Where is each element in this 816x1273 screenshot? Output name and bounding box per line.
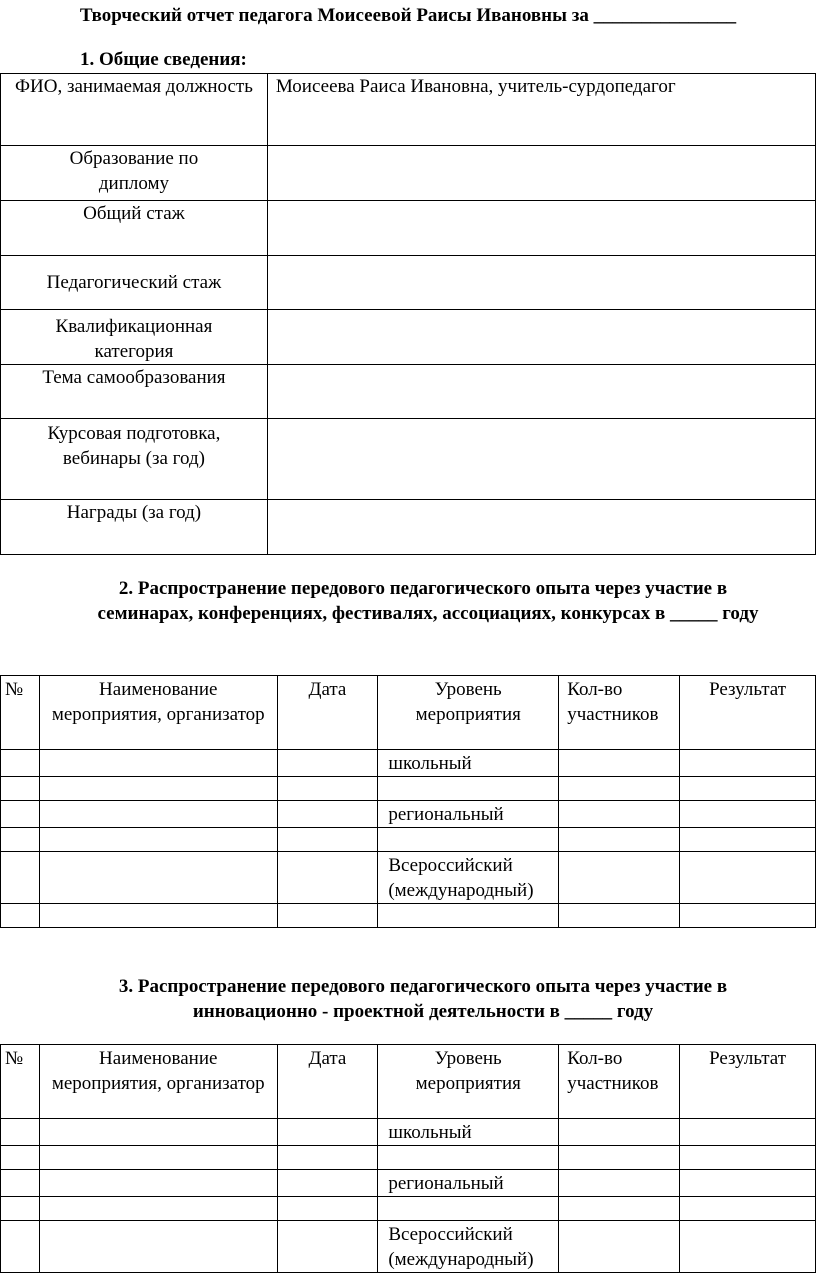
table-row xyxy=(1,1170,816,1197)
table-row xyxy=(1,801,816,828)
section2-heading-line1: 2. Распространение передового педагогического опыта через участие в xyxy=(118,578,728,599)
events-table-seminars xyxy=(0,675,816,928)
table-row xyxy=(1,904,816,928)
value-awards xyxy=(267,500,815,555)
label-total-experience: Общий стаж xyxy=(1,201,268,256)
label-awards: Награды (за год) xyxy=(1,500,268,555)
table-row xyxy=(1,1119,816,1146)
level-school: школьный xyxy=(378,750,559,777)
level-regional: региональный xyxy=(378,1170,559,1197)
value-self-education xyxy=(267,365,815,419)
table-row xyxy=(1,1221,816,1273)
col-event-name: Наименование мероприятия, организатор xyxy=(39,676,277,750)
label-self-education: Тема самообразования xyxy=(1,365,268,419)
label-qualification: Квалификационная категория xyxy=(1,310,268,365)
value-teaching-experience xyxy=(267,256,815,310)
level-national: Всероссийский (международный) xyxy=(378,1221,559,1273)
general-info-table xyxy=(0,73,816,555)
value-education xyxy=(267,146,815,201)
section2-heading-line2: семинарах, конференциях, фестивалях, ассоциациях, конкурсах в _____ году xyxy=(97,603,759,624)
col-level: Уровень мероприятия xyxy=(378,676,559,750)
section3-heading-line1: 3. Распространение передового педагогического опыта через участие в xyxy=(118,976,728,997)
label-fio: ФИО, занимаемая должность xyxy=(1,74,268,146)
table-row xyxy=(1,777,816,801)
col-participants: Кол-во участников xyxy=(559,1045,680,1119)
level-school: школьный xyxy=(378,1119,559,1146)
table-row xyxy=(1,1146,816,1170)
report-title: Творческий отчет педагога Моисеевой Раисы Ивановны за _______________ xyxy=(79,5,737,26)
col-result: Результат xyxy=(680,1045,816,1119)
col-event-name: Наименование мероприятия, организатор xyxy=(39,1045,277,1119)
value-qualification xyxy=(267,310,815,365)
label-teaching-experience: Педагогический стаж xyxy=(1,256,268,310)
value-courses xyxy=(267,419,815,500)
section2-heading xyxy=(0,576,816,626)
level-national: Всероссийский (международный) xyxy=(378,852,559,904)
table-row xyxy=(1,1197,816,1221)
level-regional: региональный xyxy=(378,801,559,828)
col-participants: Кол-во участников xyxy=(559,676,680,750)
table-row xyxy=(1,828,816,852)
col-level: Уровень мероприятия xyxy=(378,1045,559,1119)
col-result: Результат xyxy=(680,676,816,750)
value-total-experience xyxy=(267,201,815,256)
table-row xyxy=(1,852,816,904)
section1-heading: 1. Общие сведения: xyxy=(80,49,247,70)
section3-heading xyxy=(0,974,816,1024)
col-date: Дата xyxy=(277,676,378,750)
section3-heading-line2: инновационно - проектной деятельности в _____ году xyxy=(192,1001,654,1022)
events-table-innovation xyxy=(0,1044,816,1273)
label-courses: Курсовая подготовка, вебинары (за год) xyxy=(1,419,268,500)
col-number: № xyxy=(1,1045,40,1119)
value-fio: Моисеева Раиса Ивановна, учитель-сурдопедагог xyxy=(267,74,815,146)
col-number: № xyxy=(1,676,40,750)
label-education: Образование по диплому xyxy=(1,146,268,201)
col-date: Дата xyxy=(277,1045,378,1119)
table-row xyxy=(1,750,816,777)
